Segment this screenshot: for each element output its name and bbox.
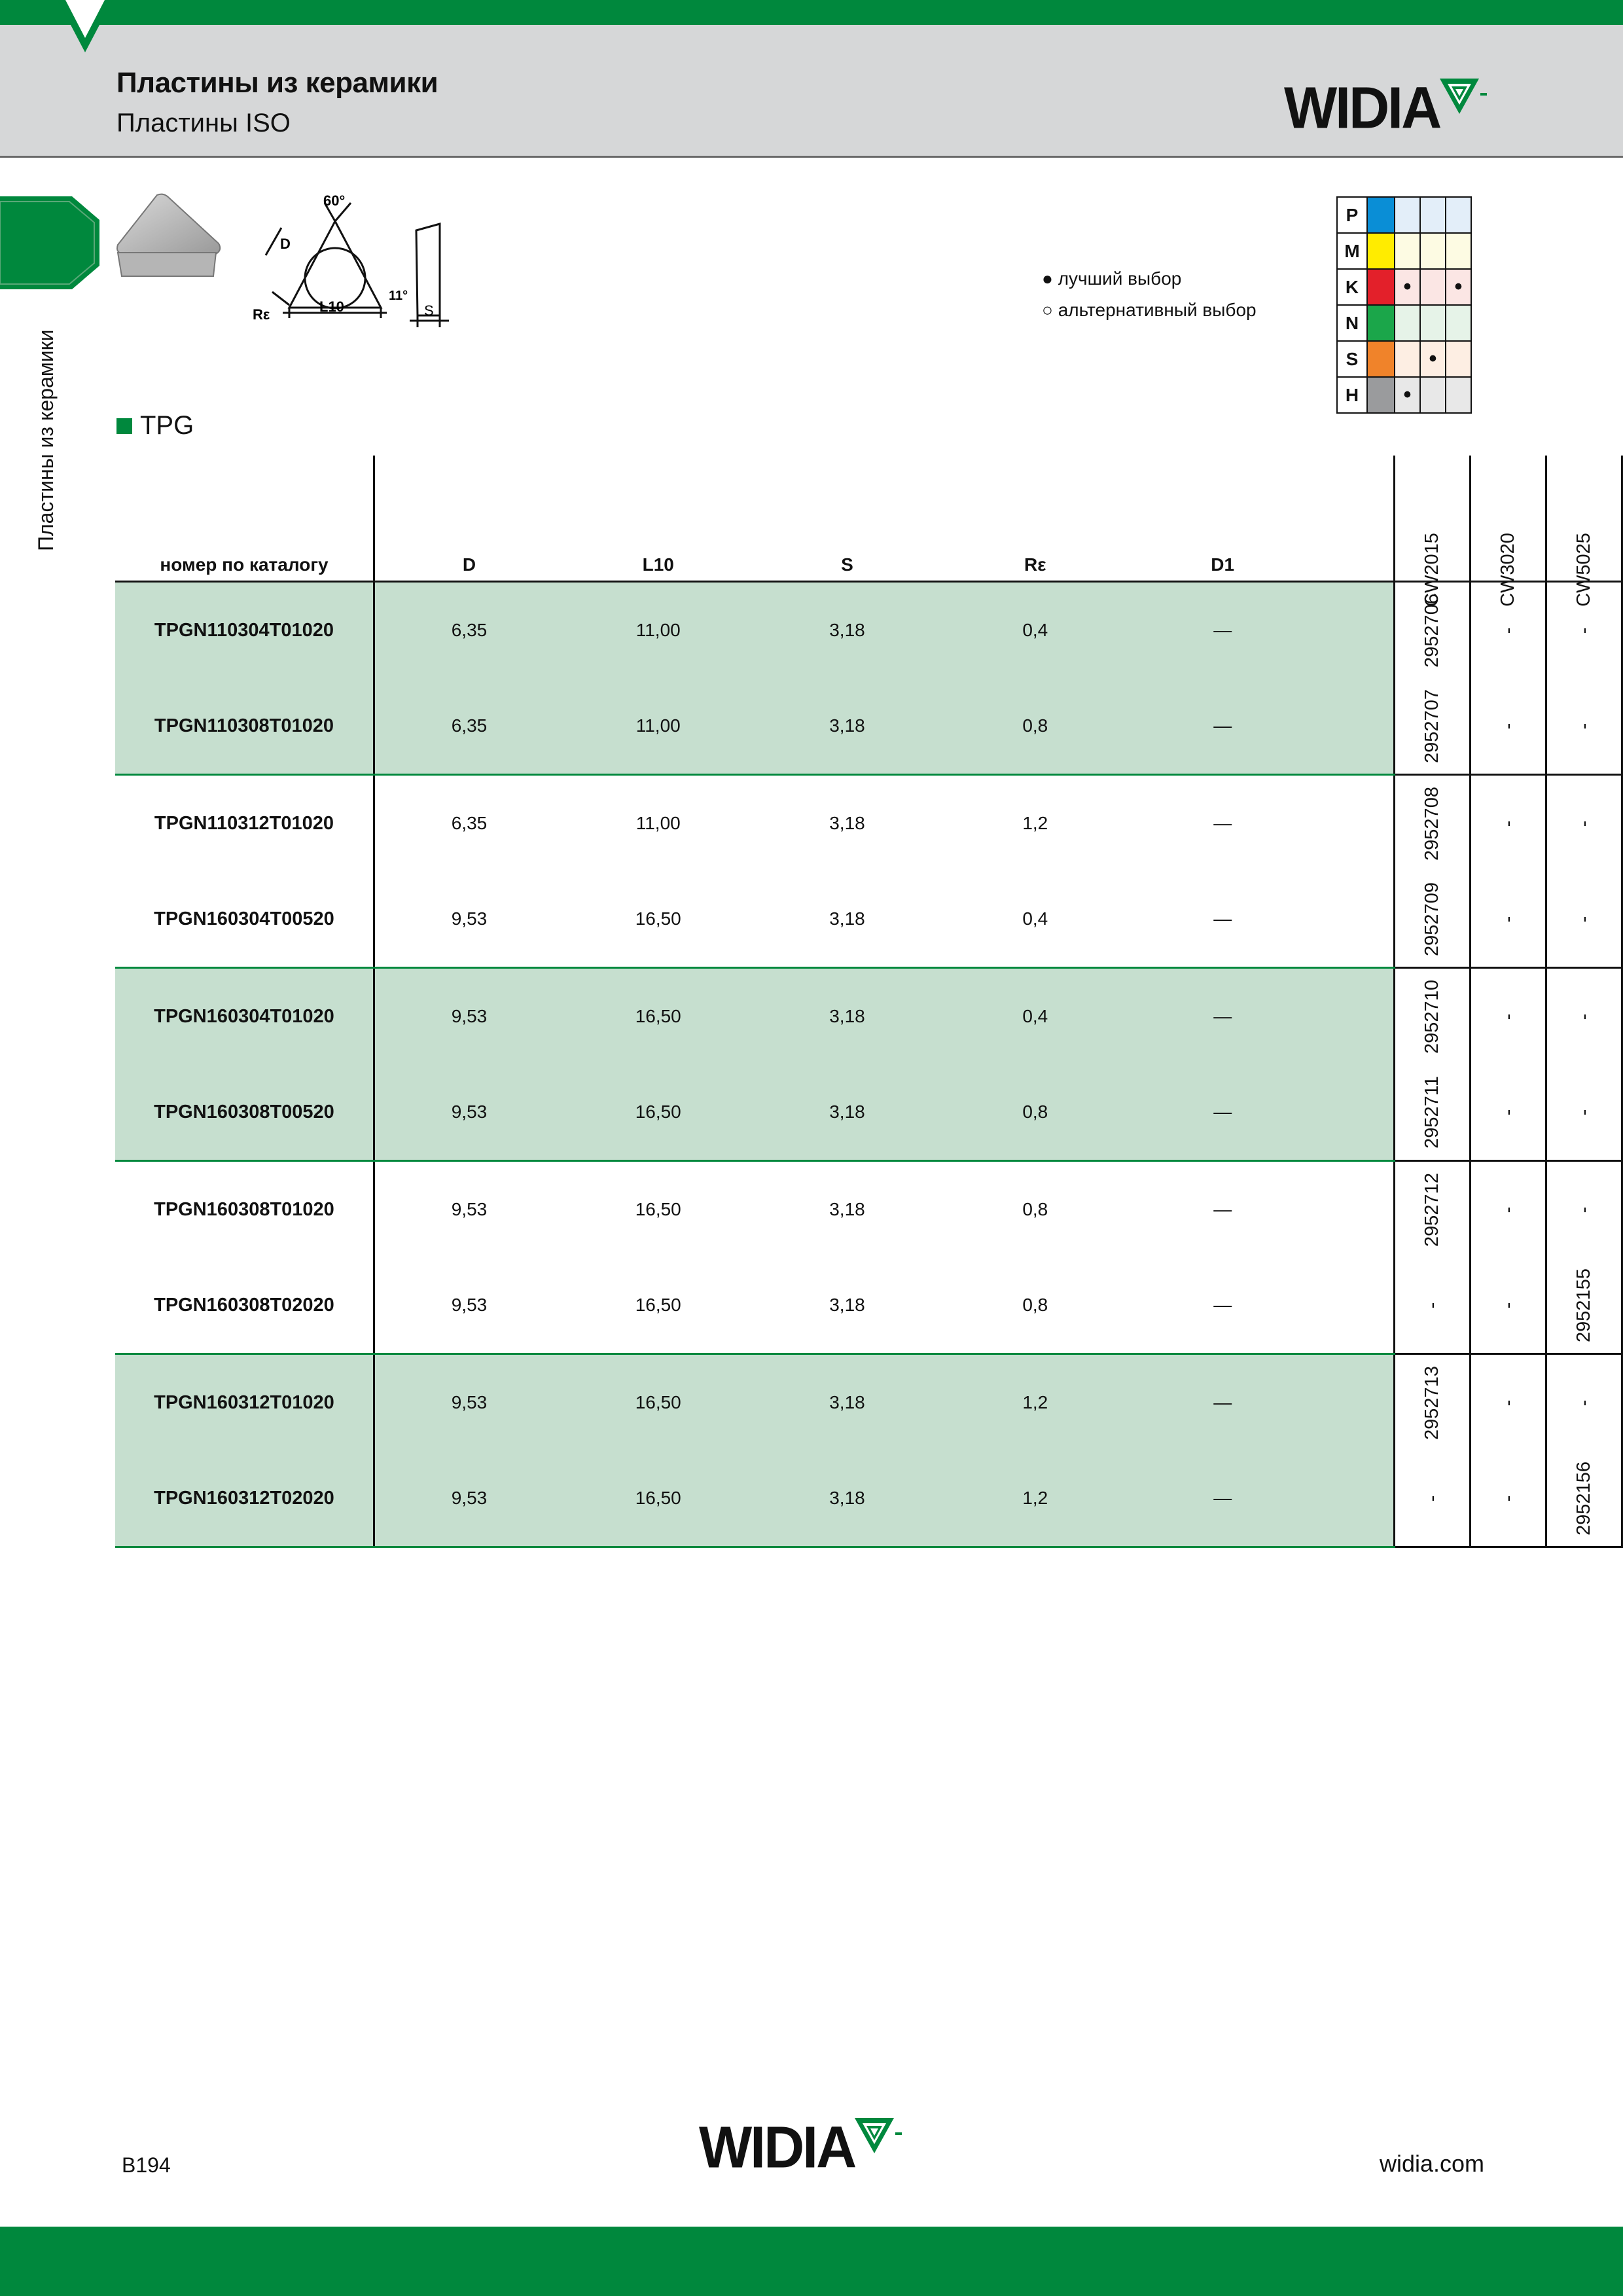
- iso-grade-mark: •: [1420, 341, 1446, 377]
- cell-grade-order-number: -: [1546, 1064, 1622, 1161]
- iso-grade-mark: [1446, 305, 1471, 341]
- cell-grade-order-number: 2952713: [1395, 1354, 1471, 1451]
- cell-d: 9,53: [451, 1199, 488, 1219]
- iso-application-table: [1336, 196, 1472, 414]
- cell-s: 3,18: [753, 1064, 941, 1161]
- widia-triangles-icon: [1438, 76, 1491, 122]
- iso-letter: N: [1337, 305, 1367, 341]
- cell-r: 0,8: [1022, 1199, 1048, 1219]
- cell-d: 6,35: [374, 678, 563, 775]
- legend-alternative: ○ альтернативный выбор: [1042, 300, 1257, 320]
- table-row: [115, 1354, 1622, 1451]
- cell-r: 0,8: [942, 1257, 1130, 1354]
- cell-cat: TPGN110312T01020: [115, 775, 374, 872]
- cell-l10: 11,00: [563, 582, 753, 679]
- iso-row: [1337, 341, 1471, 377]
- cell-cat: TPGN110308T01020: [115, 678, 374, 775]
- cell-grade-order-number: -: [1471, 1257, 1546, 1354]
- table-row: [115, 1450, 1622, 1547]
- insert-photo-icon: [111, 191, 229, 283]
- cell-l10: 16,50: [563, 1354, 753, 1451]
- cell-r: 0,8: [942, 678, 1130, 775]
- cell-r: 0,4: [942, 871, 1130, 968]
- iso-grade-mark: [1420, 197, 1446, 233]
- cell-d1: —: [1129, 968, 1316, 1065]
- cell-s: 3,18: [753, 678, 941, 775]
- cell-d: 9,53: [374, 871, 563, 968]
- header-grade-3: CW5025: [1546, 456, 1622, 582]
- cell-r: 0,8: [942, 1064, 1130, 1161]
- cell-grade-order-number: 2952712: [1395, 1161, 1471, 1258]
- table-row: [115, 678, 1622, 775]
- product-table: [115, 456, 1623, 1548]
- cell-grade-order-number: -: [1546, 871, 1622, 968]
- side-label: Пластины из керамики: [34, 329, 58, 551]
- table-row: [115, 1064, 1622, 1161]
- cell-cat: TPGN160304T00520: [115, 871, 374, 968]
- table-row: [115, 968, 1622, 1065]
- cell-l10: 16,50: [563, 1257, 753, 1354]
- iso-letter: K: [1337, 269, 1367, 305]
- cell-grade-order-number: -: [1395, 1450, 1471, 1547]
- iso-row: [1337, 197, 1471, 233]
- iso-color-swatch: [1367, 305, 1395, 341]
- cell-grade-order-number: -: [1471, 678, 1546, 775]
- cell-r: 1,2: [942, 1450, 1130, 1547]
- page-title: Пластины из керамики: [116, 67, 438, 99]
- iso-color-swatch: [1367, 233, 1395, 269]
- iso-grade-mark: [1395, 341, 1420, 377]
- cell-l10: 16,50: [635, 1199, 681, 1219]
- cell-s: 3,18: [753, 1450, 941, 1547]
- widia-logo: WIDIA: [1284, 76, 1491, 136]
- cell-l10: 11,00: [563, 678, 753, 775]
- cell-d1: —: [1129, 1257, 1316, 1354]
- header-grade-1: CW2015: [1395, 456, 1471, 582]
- cell-grade-order-number: -: [1471, 775, 1546, 872]
- table-header-row: [115, 456, 1622, 582]
- cell-l10: 16,50: [563, 968, 753, 1065]
- iso-grade-mark: •: [1395, 269, 1420, 305]
- header-d: D: [374, 456, 563, 582]
- iso-grade-mark: [1395, 305, 1420, 341]
- cell-d1: —: [1129, 1064, 1316, 1161]
- cell-grade-order-number: -: [1471, 968, 1546, 1065]
- cell-grade-order-number: 2952155: [1546, 1257, 1622, 1354]
- cell-d1: —: [1129, 1450, 1316, 1547]
- cell-s: 3,18: [753, 582, 941, 679]
- cell-cat: TPGN160308T02020: [115, 1257, 374, 1354]
- cell-grade-order-number: -: [1546, 1161, 1622, 1258]
- hollow-dot-icon: ○: [1042, 300, 1053, 320]
- iso-letter: P: [1337, 197, 1367, 233]
- header-catalog: номер по каталогу: [115, 456, 374, 582]
- cell-s: 3,18: [753, 1354, 941, 1451]
- iso-grade-mark: [1446, 197, 1471, 233]
- cell-d1: —: [1129, 871, 1316, 968]
- cell-cat: TPGN110304T01020: [115, 582, 374, 679]
- cell-grade-order-number: 2952708: [1395, 775, 1471, 872]
- cell-s: 3,18: [753, 968, 941, 1065]
- cell-d: 9,53: [374, 1257, 563, 1354]
- green-square-icon: [116, 418, 132, 434]
- header-s: S: [753, 456, 941, 582]
- cell-l10: 16,50: [563, 1450, 753, 1547]
- iso-grade-mark: [1446, 233, 1471, 269]
- iso-color-swatch: [1367, 197, 1395, 233]
- cell-r: 0,4: [942, 582, 1130, 679]
- cell-r: 1,2: [1022, 813, 1048, 833]
- cell-d: 6,35: [374, 582, 563, 679]
- iso-grade-mark: [1420, 305, 1446, 341]
- website-link[interactable]: widia.com: [1380, 2150, 1485, 2177]
- table-row: [115, 1257, 1622, 1354]
- table-row: [115, 871, 1622, 968]
- cell-s: 3,18: [829, 813, 865, 833]
- cell-grade-order-number: -: [1471, 582, 1546, 679]
- iso-letter: M: [1337, 233, 1367, 269]
- iso-letter: H: [1337, 377, 1367, 413]
- cell-cat: TPGN160312T02020: [115, 1450, 374, 1547]
- cell-grade-order-number: -: [1546, 1354, 1622, 1451]
- cell-grade-order-number: -: [1546, 582, 1622, 679]
- footer-widia-logo: WIDIA: [699, 2115, 906, 2176]
- cell-d1: —: [1129, 582, 1316, 679]
- page-subtitle: Пластины ISO: [116, 109, 291, 137]
- cell-grade-order-number: -: [1471, 1161, 1546, 1258]
- cell-cat: TPGN160304T01020: [115, 968, 374, 1065]
- cell-d: 9,53: [374, 968, 563, 1065]
- cell-l10: 16,50: [563, 871, 753, 968]
- iso-grade-mark: [1395, 233, 1420, 269]
- cell-cat: TPGN160308T00520: [115, 1064, 374, 1161]
- filled-dot-icon: ●: [1042, 268, 1053, 289]
- cell-l10: 16,50: [563, 1064, 753, 1161]
- cell-grade-order-number: 2952710: [1395, 968, 1471, 1065]
- cell-grade-order-number: 2952709: [1395, 871, 1471, 968]
- section-tab: [0, 196, 99, 289]
- cell-cat: TPGN160312T01020: [115, 1354, 374, 1451]
- cell-d: 9,53: [374, 1354, 563, 1451]
- iso-grade-mark: [1395, 197, 1420, 233]
- iso-color-swatch: [1367, 341, 1395, 377]
- cell-d: 9,53: [374, 1064, 563, 1161]
- dim-s-label: S: [424, 302, 434, 319]
- iso-letter: S: [1337, 341, 1367, 377]
- cell-r: 0,4: [942, 968, 1130, 1065]
- cell-grade-order-number: -: [1471, 1064, 1546, 1161]
- angle-11-label: 11°: [389, 289, 408, 303]
- cell-d1: —: [1129, 678, 1316, 775]
- cell-cat: TPGN160308T01020: [115, 1161, 374, 1258]
- cell-grade-order-number: -: [1546, 678, 1622, 775]
- cell-grade-order-number: -: [1546, 775, 1622, 872]
- cell-d: 6,35: [451, 813, 488, 833]
- cell-grade-order-number: 2952706: [1395, 582, 1471, 679]
- header-l10: L10: [563, 456, 753, 582]
- iso-row: [1337, 377, 1471, 413]
- cell-grade-order-number: 2952156: [1546, 1450, 1622, 1547]
- cell-l10: 11,00: [635, 813, 681, 833]
- angle-60-label: 60°: [323, 192, 346, 209]
- cell-r: 1,2: [942, 1354, 1130, 1451]
- iso-grade-mark: [1420, 377, 1446, 413]
- cell-s: 3,18: [753, 1257, 941, 1354]
- header-d1: D1: [1129, 456, 1316, 582]
- cell-d1: —: [1129, 1354, 1316, 1451]
- iso-color-swatch: [1367, 269, 1395, 305]
- cell-grade-order-number: -: [1471, 1354, 1546, 1451]
- bottom-green-bar: [0, 2227, 1623, 2296]
- header-grade-2: CW3020: [1471, 456, 1546, 582]
- cell-grade-order-number: -: [1471, 1450, 1546, 1547]
- iso-row: [1337, 305, 1471, 341]
- header-r: Rε: [942, 456, 1130, 582]
- iso-grade-mark: •: [1395, 377, 1420, 413]
- iso-grade-mark: •: [1446, 269, 1471, 305]
- table-row: [115, 775, 1622, 872]
- cell-d1: —: [1213, 1199, 1232, 1219]
- top-green-bar: [0, 0, 1623, 25]
- table-row: [115, 582, 1622, 679]
- series-heading: TPG: [116, 411, 194, 440]
- cell-grade-order-number: -: [1395, 1257, 1471, 1354]
- dim-l10-label: L10: [319, 298, 344, 315]
- dim-d-label: D: [280, 236, 291, 252]
- iso-row: [1337, 269, 1471, 305]
- cell-s: 3,18: [829, 1199, 865, 1219]
- cell-d: 9,53: [374, 1450, 563, 1547]
- cell-grade-order-number: -: [1546, 968, 1622, 1065]
- page-number: B194: [122, 2153, 171, 2177]
- insert-dimension-drawing: [246, 190, 469, 327]
- dim-r-label: Rε: [253, 306, 270, 323]
- iso-grade-mark: [1420, 269, 1446, 305]
- widia-triangles-icon: [853, 2115, 906, 2161]
- cell-d1: —: [1213, 813, 1232, 833]
- cell-grade-order-number: 2952711: [1395, 1064, 1471, 1161]
- cell-grade-order-number: -: [1471, 871, 1546, 968]
- cell-grade-order-number: 2952707: [1395, 678, 1471, 775]
- iso-grade-mark: [1446, 377, 1471, 413]
- legend-best: ● лучший выбор: [1042, 268, 1182, 289]
- iso-grade-mark: [1420, 233, 1446, 269]
- iso-grade-mark: [1446, 341, 1471, 377]
- iso-row: [1337, 233, 1471, 269]
- table-row: [115, 1161, 1622, 1258]
- iso-color-swatch: [1367, 377, 1395, 413]
- cell-s: 3,18: [753, 871, 941, 968]
